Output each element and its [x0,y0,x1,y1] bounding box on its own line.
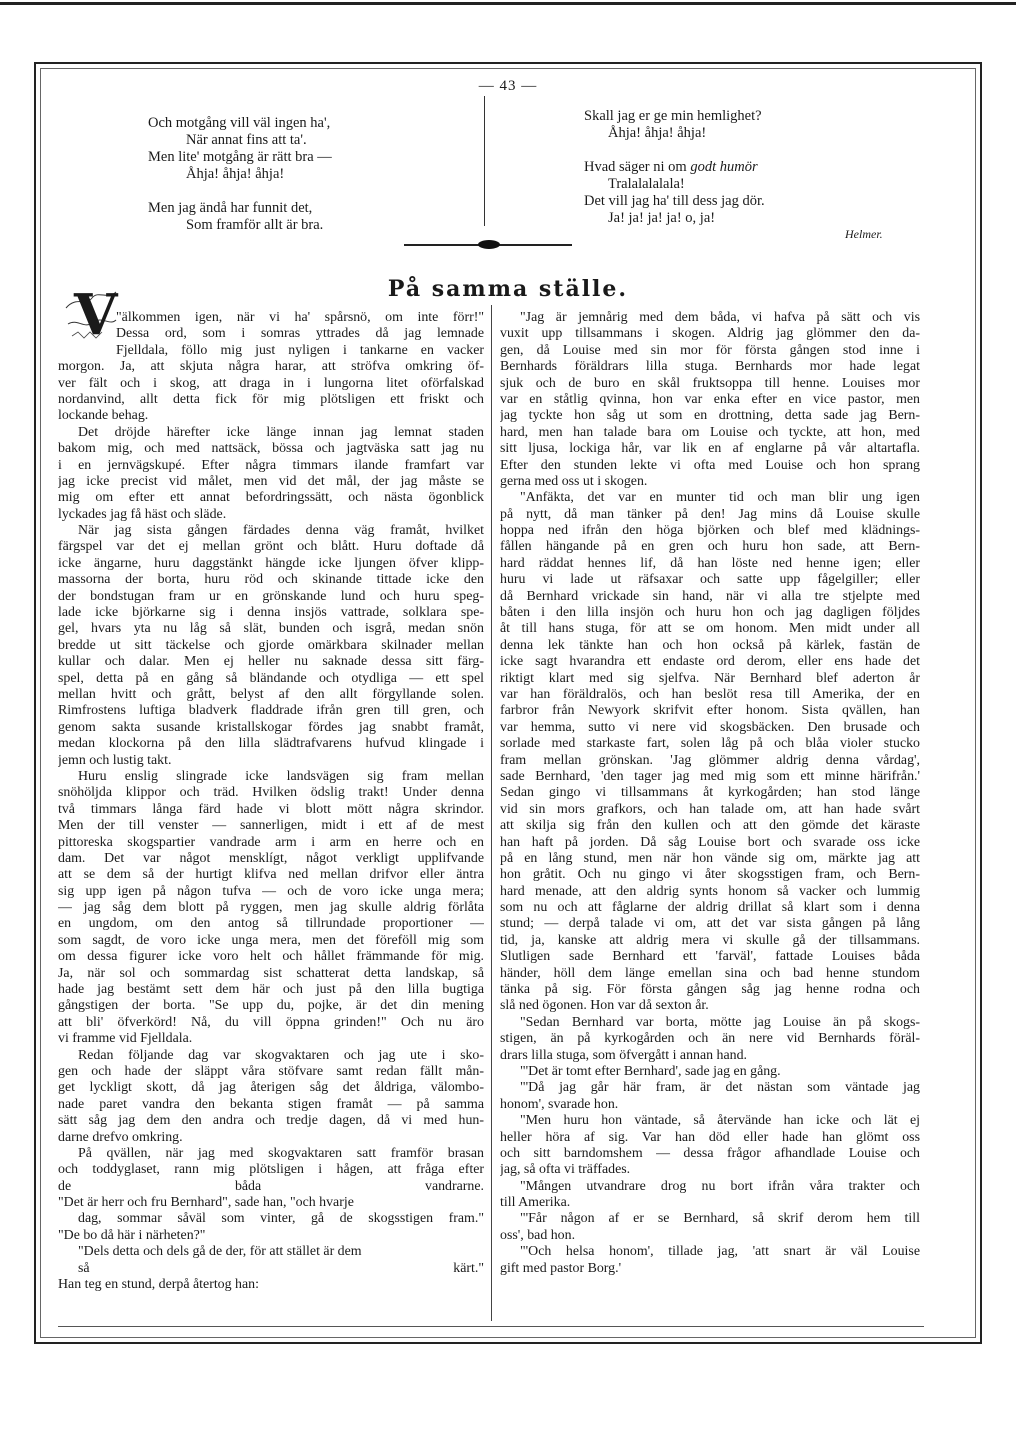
poem-emphasis: godt humör [690,159,758,175]
poem-line: Skall jag er ge min hemlighet? [584,108,762,124]
text-line: sorlade med starkaste fart, solen låg på och blåa violer stucko [500,736,920,752]
text-line: darne drefvo omkring. [58,1129,183,1145]
text-line: hard räddat hennes lif, då han löste ned henne igen; eller [500,555,920,571]
text-line: vid sin mors grafkors, och han talade om, att han hade svårt [500,801,920,817]
text-line: vi framme vid Fjelldala. [58,1031,193,1047]
text-line: tänka på sig. För första gången såg jag henne rodna och [500,982,920,998]
text-line: var hemma, sutto vi nere vid skogsbäcken. Den brusade och [500,719,920,735]
poem-divider [484,96,485,226]
poem-line: Men jag ändå har funnit det, [148,200,313,216]
text-line: medan klockorna på den lilla slädtrafvarens hufvud klingade i [58,736,484,752]
text-line: stigen, än på kyrkogården och än nere vid Bernhards föräl- [500,1031,920,1047]
text-line: om dessa figurer icke voro helt och hållet främmande för mig. [58,949,484,965]
text-line: Rimfrostens luftiga bladverk fladdrade ifrån gren till gren, och [58,703,484,719]
poem-line: Åhja! åhja! åhja! [608,125,707,141]
text-line: gel, hvars yta nu låg så slät, bunden och isgrå, medan snön [58,621,484,637]
column-divider [491,305,492,1321]
article-left-column [58,310,484,1293]
text-line: När jag sista gången färdades denna väg framåt, hvilket [78,523,484,539]
ornament-icon [478,240,500,249]
text-line: en ungdom, om den antog så tillrundade proportioner — [58,916,484,932]
text-line: gångstigen der borta. "Se upp du, pojke, är det din mening [58,998,484,1014]
text-line: gen, då Louise med sin mor för första gången stod inne i [500,342,920,358]
text-line: gerna med oss ut i skogen. [500,473,648,489]
text-line: "Det är herr och fru Bernhard", sade han, "och hvarje [58,1195,354,1211]
text-line: då Bernhard vrickade sin hand, när vi alla tre stjelpte med [500,588,920,604]
poem-line [584,159,765,176]
text-line: sitt ljusa, lockiga hår, var lik en af englarne på vår altartafla. [500,441,920,457]
text-line: händer, höll dem länge emellan sina och bad henne stundom [500,965,920,981]
poem-line: Som framför allt är bra. [186,217,324,233]
poem-line: Och motgång vill väl ingen ha', [148,115,331,131]
article-right-column [500,310,920,1277]
text-line: han haft på jorden. Då såg Louise bort och svarade oss icke [500,834,920,850]
text-line: hade jag bestämt sett dem här och just på den lilla bugtiga [58,982,484,998]
text-line: Slutligen sade Bernhard ett 'farväl', fattade Louises båda [500,949,920,965]
text-line: "'Och helsa honom', tillade jag, 'att snart är väl Louise [520,1244,920,1260]
text-line: Huru enslig slingrade icke landsvägen sig fram mellan [78,768,484,784]
text-line: icke sagt hvarandra ett endaste ord derom, eller ens hade det [500,654,920,670]
poem-line: Ja! ja! ja! ja! o, ja! [608,210,716,226]
text-line: Redan följande dag var skogvaktaren och jag ute i sko- [78,1047,484,1063]
text-line: Men der till venster — sannerligen, midt i ett af de mest [58,818,484,834]
text-line: Sedan gingo vi tillsammans åt kyrkogården; han stod länge [500,785,920,801]
text-line: att se dem så der hurtigt klifva ned mellan drifvor eller äntra [58,867,484,883]
text-line: "Men huru hon väntade, så återvände han icke och lät ej [520,1113,920,1129]
text-line: sig upp igen på någon tufva — och de voro icke unga mera; [58,883,484,899]
poem-line: Det vill jag ha' till dess jag dör. [584,193,765,209]
poem-right [584,108,765,227]
text-line: "'Det är tomt efter Bernhard', sade jag en gång. [520,1063,781,1079]
text-line: Det dröjde härefter icke länge innan jag lemnat staden [78,424,484,440]
text-line: dam. Det var något mensklígt, något verkligt upplifvande [58,850,484,866]
text-line: "Dels detta och dels gå de der, för att stället är dem [78,1244,362,1260]
text-line: vuxit upp tillsammans i skogen. Aldrig jag glömmer den da- [500,326,920,342]
poem-line: Åhja! åhja! åhja! [186,166,285,182]
text-line: mig om efter ett annat befordringssätt, och nästa ögonblick [58,490,484,506]
text-line: var en ståtlig qvinna, hon var enka efter en vice pastor, men [500,391,920,407]
text-line: Dessa ord, som i somras yttrades då jag lemnade [116,326,484,342]
poem-text: Hvad säger ni om [584,159,691,175]
text-line: På qvällen, när jag med skogvaktaren satt framför brasan [78,1145,484,1161]
text-line: drars lilla stuga, som öfvergått i annan hand. [500,1047,748,1063]
text-line: fram mellan grönskan. 'Jag glömmer aldrig denna vårdag', [500,752,920,768]
text-line: och sitt barndomshem — dessa frågor afhandlade Louise och [500,1145,920,1161]
text-line: get lyckligt skott, då jag återigen såg det åldriga, välombo- [58,1080,484,1096]
text-line: gen och hade der släppt våra stöfvare samt redan fällt mån- [58,1063,484,1079]
text-line: "'Får någon af er se Bernhard, så skrif derom hem till [520,1211,920,1227]
poem-left [148,115,332,234]
text-line: pittoreska skogspartier vandrade arm i arm en herre och en [58,834,484,850]
text-line: och toddyglaset, rann mig plötsligen i hågen, att fråga efter [58,1162,484,1178]
text-line: färgspel var det ej mellan grönt och blått. Huru doftade då [58,539,484,555]
text-line: hard, men han talade bara om Louise och tyckte, att hon, med [500,424,920,440]
bottom-rule [58,1326,924,1327]
text-line: hoppa ned ifrån den höga björken och blef med klädnings- [500,523,920,539]
text-line: fållen hängande på en gren och huru hon sade, att Bern- [500,539,920,555]
dropcap-letter: V [74,282,118,348]
text-line: sätt såg jag dem den andra och tredje dagen, då vi med hun- [58,1113,484,1129]
top-rule [0,2,1016,5]
article-title: På samma ställe. [387,276,629,302]
text-line: bredde ut sitt täckelse och gjorde omärkbara skilnader mellan [58,637,484,653]
text-line: lyckades jag få häst och släde. [58,506,227,522]
text-line: Efter den stunden lekte vi ofta med Louise och hon sprang [500,457,920,473]
text-line: gift med pastor Borg.' [500,1260,622,1276]
text-line: jag, så ofta vi träffades. [500,1162,631,1178]
text-line: huru vi lade ut räfsaxar och satte upp fågelgiller; eller [500,572,920,588]
text-line: Bernhards föräldrars lilla stuga. Bernhards mor hade legat [500,359,920,375]
text-line: nade paret vandra den bekanta stigen framåt — på samma [58,1096,484,1112]
text-line: jag tyckte hon såg ut som en drottning, detta sade jag Bern- [500,408,920,424]
text-line: de båda vandrarne. [58,1178,484,1194]
text-line: två timmars långa färd hade vi blott mött några skrindor. [58,801,484,817]
text-line: jemn och lustig takt. [58,752,172,768]
text-line: honom', svarade hon. [500,1096,619,1112]
text-line: spel, detta på en gång så bländande och otydliga — ett spel [58,670,484,686]
text-line: "Sedan Bernhard var borta, mötte jag Louise än på skogs- [520,1014,920,1030]
text-line: dag, sommar såväl som vinter, gå de skogsstigen fram." [78,1211,484,1227]
poem-line: Tralalalalala! [608,176,685,192]
text-line: denna lek tänkte han och hon också på kärlek, fastän de [500,637,920,653]
text-line: genom sakta susande kristallskogar fördes jag snabbt framåt, [58,719,484,735]
text-line: sjuk och de buro en skål fruktsoppa till henne. Louises mor [500,375,920,391]
signature: Helmer. [845,227,883,241]
text-line: "Mången utvandrare drog nu bort ifrån våra trakter och [520,1178,920,1194]
text-line: sade Bernhard, 'den tager jag med mig som ett minne härifrån.' [500,768,920,784]
text-line: på en lång stund, men när hon vände sig om, märkte jag att [500,850,920,866]
text-line: icke ängarne, huru daggstänkt hängde icke ljungen öfver klipp- [58,555,484,571]
text-line: "älkommen igen, när vi ha' spårsnö, om inte förr!" [116,310,484,325]
text-line: till Amerika. [500,1195,571,1211]
text-line: var han föräldralös, och han beslöt resa till Amerika, der en [500,686,920,702]
text-line: heller höra af sig. Var han död eller hade han glömt oss [500,1129,920,1145]
text-line: bakom mig, och med nattsäck, bössa och jagtväska satt jag nu [58,441,484,457]
text-line: som sagdt, de voro icke unga mera, men det föreföll mig som [58,932,484,948]
text-line: slå ned ögonen. Hon var då sexton år. [500,998,709,1014]
text-line: jag icke precist vid målet, men vid det mål, der jag måste se [58,473,484,489]
text-line: Han teg en stund, derpå återtog han: [58,1277,259,1293]
text-line: att bli' öfverkörd! Nå, du vill öppna grinden!" Och nu äro [58,1014,484,1030]
text-line: på nytt, då man tänker på den! Jag mins då Louise skulle [500,506,920,522]
text-line: — jag såg dem blott på ryggen, men jag skulle aldrig förlåta [58,900,484,916]
text-line: oss', bad hon. [500,1227,576,1243]
page-number: — 43 — [478,78,538,94]
text-line: ver fält och i skog, att draga in i lungorna litet oförfalskad [58,375,484,391]
poem-line: Men lite' motgång är rätt bra — [148,149,332,165]
text-line: att skilja sig från den kullen och att den gömde det käraste [500,818,920,834]
text-line: mellan hvitt och grått, belyst af den allt förgyllande solen. [58,686,484,702]
text-line: Fjelldala, föllo mig just nyligen i tankarne en vacker [116,342,484,358]
text-line: Ja, när sol och sommardag sist schatterat detta landskap, så [58,965,484,981]
text-line: åt till hans stuga, för att se om honom. Men midt under all [500,621,920,637]
text-line: massorna der borta, huru röd och skinande tittade icke den [58,572,484,588]
text-line: hard menade, att den aldrig synts honom så vacker och lummig [500,883,920,899]
text-line: lockande behag. [58,408,149,424]
text-line: nordanvind, allt detta fick för mig plötsligen ett friskt och [58,391,484,407]
text-line: morgon. Ja, att skjuta några harar, att ströfva omkring öf- [58,359,484,375]
poem-line: När annat fins att ta'. [186,132,307,148]
text-line: "Anfäkta, det var en munter tid och man blir ung igen [520,490,920,506]
text-line: snöhöljda klippor och träd. Hvilken ödslig trakt! Under denna [58,785,484,801]
text-line: så kärt." [78,1260,484,1276]
text-line: stund; — derpå talade vi om, att det var sista gången på lång [500,916,920,932]
text-line: farbror från Newyork skrifvit efter honom. Sista qvällen, han [500,703,920,719]
text-line: som nu och att fåglarne der aldrig drillat så klart som i denna [500,900,920,916]
text-line: "Jag är jemnårig med dem båda, vi hafva på sätt och vis [520,310,920,325]
text-line: i en jernvägskupé. Efter några timmars ilande framfart var [58,457,484,473]
text-line: lade icke björkarne sig i denna insjös vattrade, solklara spe- [58,605,484,621]
text-line: tid, ja, kanske att aldrig mera vi skulle gå der tillsammans. [500,932,920,948]
text-line: der bondstugan fram ur en grönskande lund och huru speg- [58,588,484,604]
text-line: riktigt klart med sig sjelfva. När Bernhard blef aderton år [500,670,920,686]
text-line: "De bo då här i närheten?" [58,1227,206,1243]
text-line: hon gråtit. Och nu gingo vi åter skogsstigen fram, och Bern- [500,867,920,883]
text-line: kullar och dalar. Men ej heller nu saknade dessa sitt färg- [58,654,484,670]
text-line: båten i den lilla insjön och huru hon och jag dagligen följdes [500,605,920,621]
text-line: "'Då jag går här fram, är det nästan som väntade jag [520,1080,920,1096]
